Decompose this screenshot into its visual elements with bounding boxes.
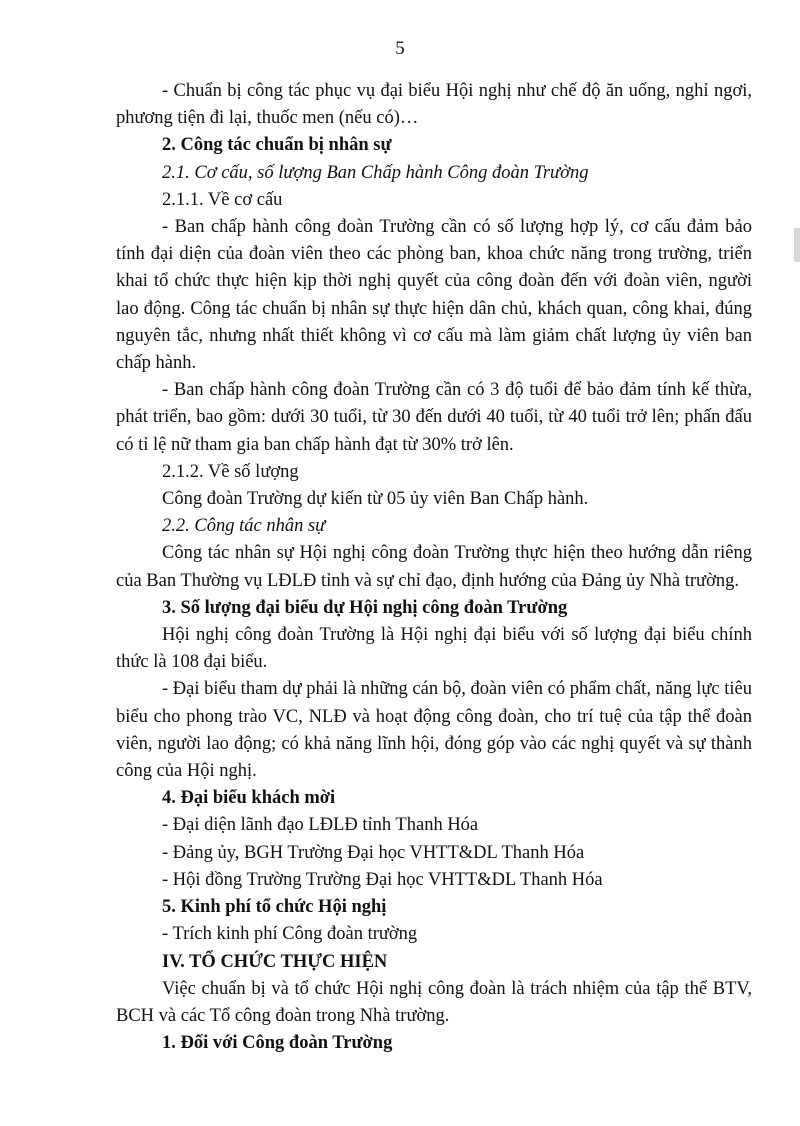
paragraph-delegate-count: Hội nghị công đoàn Trường là Hội nghị đại biểu với số lượng đại biểu chính thức là 108 đại biểu. bbox=[116, 625, 752, 673]
list-item-guest-school-council: - Hội đồng Trường Trường Đại học VHTT&DL Thanh Hóa bbox=[162, 869, 603, 890]
paragraph-structure: - Ban chấp hành công đoàn Trường cần có số lượng hợp lý, cơ cấu đảm bảo tính đại diện của đoàn viên theo các phòng ban, khoa chức năng trong trường, triển khai tổ chức thực hiện kịp thời nghị quyết của công đoàn đến với đoàn viên, người lao động. Công tác chuẩn bị nhân sự thực hiện dân chủ, khách quan, công khai, đúng nguyên tắc, nhưng nhất thiết không vì cơ cấu mà làm giảm chất lượng ủy viên ban chấp hành. bbox=[116, 217, 752, 374]
list-item-budget-source: - Trích kinh phí Công đoàn trường bbox=[162, 924, 418, 945]
list-item-guest-ldld: - Đại diện lãnh đạo LĐLĐ tỉnh Thanh Hóa bbox=[162, 815, 479, 836]
page-number: 5 bbox=[395, 38, 405, 59]
heading-5-budget: 5. Kinh phí tổ chức Hội nghị bbox=[162, 897, 387, 918]
subheading-2-1-2: 2.1.2. Về số lượng bbox=[162, 461, 299, 482]
paragraph-logistics: - Chuẩn bị công tác phục vụ đại biểu Hội nghị như chế độ ăn uống, nghỉ ngơi, phương tiện đi lại, thuốc men (nếu có)… bbox=[116, 81, 752, 129]
paragraph-responsibility: Việc chuẩn bị và tổ chức Hội nghị công đoàn là trách nhiệm của tập thể BTV, BCH và các Tổ công đoàn trong Nhà trường. bbox=[116, 978, 752, 1026]
paragraph-member-count: Công đoàn Trường dự kiến từ 05 ủy viên Ban Chấp hành. bbox=[162, 489, 589, 510]
paragraph-delegate-criteria: - Đại biểu tham dự phải là những cán bộ, đoàn viên có phẩm chất, năng lực tiêu biểu cho phong trào VC, NLĐ và hoạt động công đoàn, cho trí tuệ của tập thể đoàn viên, người lao động; có khả năng lĩnh hội, đóng góp vào các nghị quyết và sự thành công của Hội nghị. bbox=[116, 679, 752, 782]
subheading-2-1-1: 2.1.1. Về cơ cấu bbox=[162, 189, 283, 210]
scan-edge-artifact bbox=[794, 228, 800, 262]
heading-iv-1-trade-union: 1. Đối với Công đoàn Trường bbox=[162, 1033, 393, 1054]
heading-4-guests: 4. Đại biểu khách mời bbox=[162, 788, 336, 809]
heading-3-delegates: 3. Số lượng đại biểu dự Hội nghị công đoàn Trường bbox=[162, 597, 568, 618]
document-body bbox=[116, 78, 752, 1057]
paragraph-personnel-work: Công tác nhân sự Hội nghị công đoàn Trường thực hiện theo hướng dẫn riêng của Ban Thường vụ LĐLĐ tỉnh và sự chỉ đạo, định hướng của Đảng ủy Nhà trường. bbox=[116, 543, 752, 591]
list-item-guest-party-committee: - Đảng ủy, BGH Trường Đại học VHTT&DL Thanh Hóa bbox=[162, 842, 585, 863]
heading-iv-implementation: IV. TỔ CHỨC THỰC HIỆN bbox=[162, 951, 388, 972]
subheading-2-2: 2.2. Công tác nhân sự bbox=[162, 516, 326, 537]
subheading-2-1: 2.1. Cơ cấu, số lượng Ban Chấp hành Công đoàn Trường bbox=[162, 162, 589, 183]
heading-2-personnel: 2. Công tác chuẩn bị nhân sự bbox=[162, 135, 392, 156]
paragraph-age-groups: - Ban chấp hành công đoàn Trường cần có 3 độ tuổi để bảo đảm tính kế thừa, phát triển, bao gồm: dưới 30 tuổi, từ 30 đến dưới 40 tuổi, từ 40 tuổi trở lên; phấn đấu có tỉ lệ nữ tham gia ban chấp hành đạt từ 30% trở lên. bbox=[116, 380, 752, 455]
